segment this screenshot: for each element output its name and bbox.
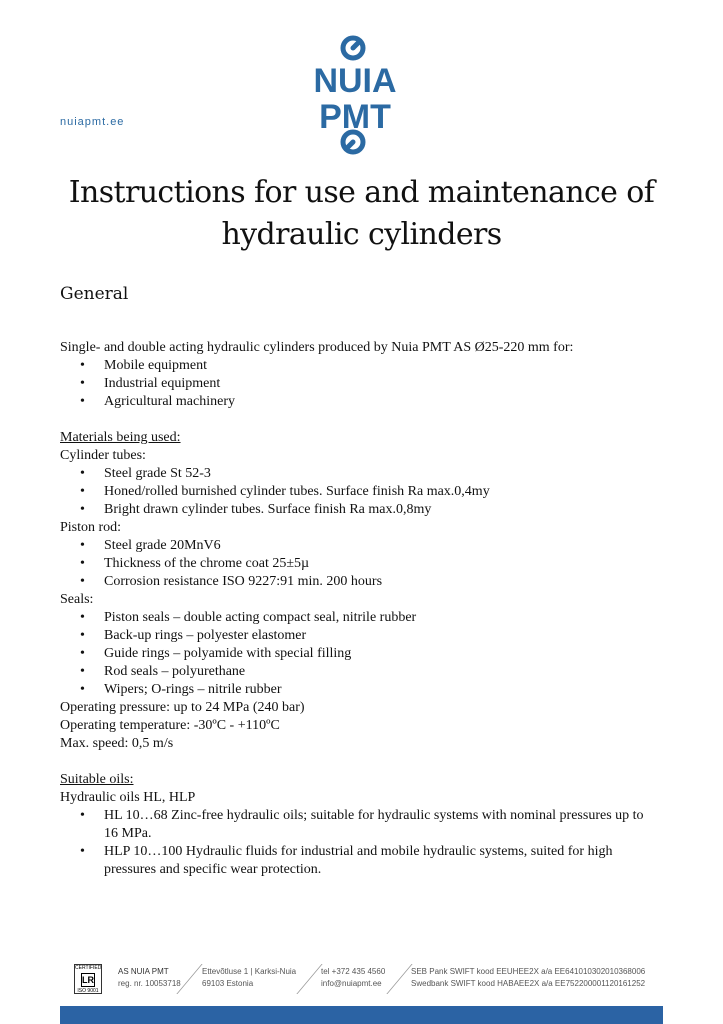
oils-list <box>60 807 660 879</box>
phone: tel +372 435 4560 <box>321 967 386 976</box>
iso-certification-icon <box>74 964 102 994</box>
oils-intro: Hydraulic oils HL, HLP <box>60 790 196 805</box>
max-speed: Max. speed: 0,5 m/s <box>60 736 174 751</box>
logo-line2: PMT <box>319 98 391 136</box>
operating-temperature: Operating temperature: -30ºC - +110ºC <box>60 718 280 733</box>
cylinder-tubes-label: Cylinder tubes: <box>60 448 146 463</box>
seals-label: Seals: <box>60 592 94 607</box>
title-line-2: hydraulic cylinders <box>221 217 502 252</box>
list-item: • Corrosion resistance ISO 9227:91 min. 200 hours <box>60 573 660 591</box>
page-footer <box>74 964 654 994</box>
list-item: • Industrial equipment <box>60 375 660 393</box>
intro-text: Single- and double acting hydraulic cylinders produced by Nuia PMT AS Ø25-220 mm for: <box>60 340 574 355</box>
list-item: • HL 10…68 Zinc-free hydraulic oils; suitable for hydraulic systems with nominal pressures up to 16 MPa. <box>60 807 660 843</box>
document-body <box>60 339 660 879</box>
list-item: • Rod seals – polyurethane <box>60 663 660 681</box>
list-item: • Mobile equipment <box>60 357 660 375</box>
section-heading: General <box>60 284 129 304</box>
bank-line-1: SEB Pank SWIFT kood EEUHEE2X a/a EE641010302010368006 <box>411 967 646 976</box>
list-item: • Steel grade St 52-3 <box>60 465 660 483</box>
title-line-1: Instructions for use and maintenance of <box>68 175 655 210</box>
iso-bottom-label: ISO 9001 <box>77 988 99 994</box>
list-item: • HLP 10…100 Hydraulic fluids for industrial and mobile hydraulic systems, suited for high pressures and specific wear protection. <box>60 843 660 879</box>
list-item: • Wipers; O-rings – nitrile rubber <box>60 681 660 699</box>
nuia-pmt-logo <box>300 30 410 162</box>
bank-line-2: Swedbank SWIFT kood HABAEE2X a/a EE752200001120161252 <box>411 979 646 988</box>
list-item: • Back-up rings – polyester elastomer <box>60 627 660 645</box>
registration-number: reg. nr. 10053718 <box>118 979 181 988</box>
list-item: • Steel grade 20MnV6 <box>60 537 660 555</box>
footer-contact <box>321 966 385 990</box>
intro-list <box>60 357 660 411</box>
footer-company <box>118 966 181 990</box>
footer-address <box>202 966 296 990</box>
list-item: • Thickness of the chrome coat 25±5µ <box>60 555 660 573</box>
lr-mark: LR <box>82 975 94 985</box>
piston-rod-list <box>60 537 660 591</box>
list-item: • Bright drawn cylinder tubes. Surface finish Ra max.0,8my <box>60 501 660 519</box>
footer-divider <box>386 964 412 994</box>
address-line-1: Ettevõtluse 1 | Karksi-Nuia <box>202 967 297 976</box>
piston-rod-label: Piston rod: <box>60 520 122 535</box>
iso-top-label: CERTIFIED <box>75 965 102 971</box>
address-line-2: 69103 Estonia <box>202 979 254 988</box>
list-item: • Agricultural machinery <box>60 393 660 411</box>
oils-heading: Suitable oils: <box>60 772 134 787</box>
list-item: • Piston seals – double acting compact seal, nitrile rubber <box>60 609 660 627</box>
logo-line1: NUIA <box>313 62 397 100</box>
list-item: • Guide rings – polyamide with special filling <box>60 645 660 663</box>
list-item: • Honed/rolled burnished cylinder tubes. Surface finish Ra max.0,4my <box>60 483 660 501</box>
website-url: nuiapmt.ee <box>60 116 125 128</box>
materials-heading: Materials being used: <box>60 430 181 445</box>
seals-list <box>60 609 660 699</box>
cylinder-tubes-list <box>60 465 660 519</box>
document-title <box>40 172 683 256</box>
operating-pressure: Operating pressure: up to 24 MPa (240 bar) <box>60 700 305 715</box>
footer-bank <box>411 966 645 990</box>
footer-brand-bar <box>60 1006 663 1024</box>
email-link[interactable]: info@nuiapmt.ee <box>321 979 382 988</box>
company-name: AS NUIA PMT <box>118 967 169 976</box>
footer-divider <box>296 964 322 994</box>
